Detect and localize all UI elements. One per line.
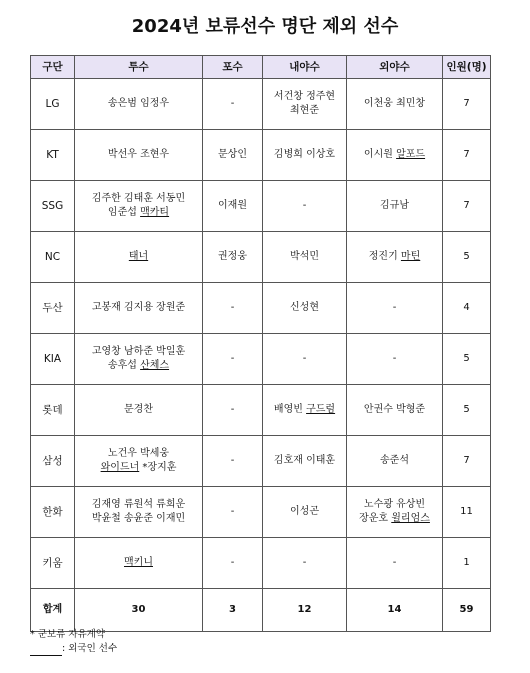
table-body [31,79,491,632]
player-name: - [302,557,307,568]
infield-cell [263,283,347,334]
outfield-cell [347,181,443,232]
player-count: 5 [443,232,491,283]
player-name: 문상인 [218,149,247,160]
catcher-cell [203,385,263,436]
player-count: 7 [443,79,491,130]
outfield-line [349,352,440,366]
table-row [31,538,491,589]
pitcher-cell [75,79,203,130]
player-name: 송은범 임정우 [107,98,170,109]
table-row [31,487,491,538]
total-label: 합계 [31,589,75,632]
pitcher-cell [75,334,203,385]
catcher-line [205,97,260,111]
infield-cell [263,232,347,283]
foreign-player-name: 맥키니 [124,557,153,568]
infield-cell [263,181,347,232]
infield-cell [263,385,347,436]
pitcher-cell [75,130,203,181]
player-name: 이천웅 최민창 [363,98,426,109]
outfield-line [349,250,440,264]
infield-line [265,556,344,570]
foreign-player-name: 윌리엄스 [391,513,430,524]
total-catcher: 3 [203,589,263,632]
player-name: 이성곤 [290,506,319,517]
player-name: 최현준 [290,105,319,116]
pitcher-line [77,498,200,512]
pitcher-cell [75,232,203,283]
infield-cell [263,130,347,181]
pitcher-line [77,345,200,359]
catcher-cell [203,487,263,538]
player-name: - [302,200,307,211]
outfield-line [349,301,440,315]
header-catcher: 포수 [203,56,263,79]
team-name: 두산 [31,283,75,334]
infield-cell [263,79,347,130]
outfield-line [349,403,440,417]
player-name: 박선우 조현우 [107,149,170,160]
player-name: 김병희 이상호 [273,149,336,160]
player-count: 7 [443,130,491,181]
catcher-line [205,454,260,468]
player-name: 김호재 이태훈 [273,455,336,466]
catcher-line [205,301,260,315]
outfield-line [349,97,440,111]
outfield-line [349,199,440,213]
total-pitcher: 30 [75,589,203,632]
outfield-cell [347,79,443,130]
table-row [31,181,491,232]
pitcher-cell [75,385,203,436]
foreign-player-name: 알포드 [396,149,426,160]
pitcher-line [77,359,200,373]
infield-line [265,90,344,104]
infield-line [265,454,344,468]
player-count: 7 [443,181,491,232]
pitcher-line [77,192,200,206]
outfield-line [349,454,440,468]
player-name: 배영빈 [273,404,307,415]
player-name: - [392,353,397,364]
catcher-cell [203,130,263,181]
footnote-foreign [30,642,117,656]
table-row [31,436,491,487]
player-name: - [302,353,307,364]
player-name: - [392,302,397,313]
catcher-line [205,403,260,417]
page-title: 2024년 보류선수 명단 제외 선수 [131,16,399,37]
total-infield: 12 [263,589,347,632]
player-name: 송준석 [380,455,409,466]
infield-line [265,505,344,519]
team-name: 키움 [31,538,75,589]
table-row [31,79,491,130]
roster-table [30,55,491,632]
pitcher-line [77,447,200,461]
catcher-cell [203,232,263,283]
team-name: NC [31,232,75,283]
footnotes [30,628,117,656]
catcher-cell [203,334,263,385]
infield-line [265,148,344,162]
player-name: 노수광 유상빈 [363,499,426,510]
table-row [31,232,491,283]
player-name: - [392,557,397,568]
player-name: - [230,98,235,109]
player-name: 서건창 정주현 [273,91,336,102]
team-name: 삼성 [31,436,75,487]
player-name: 정진기 [368,251,401,262]
table-row [31,334,491,385]
catcher-cell [203,181,263,232]
pitcher-line [77,512,200,526]
team-name: SSG [31,181,75,232]
player-name: 문경찬 [124,404,153,415]
player-count: 1 [443,538,491,589]
player-name: 권정웅 [218,251,247,262]
team-name: LG [31,79,75,130]
header-infield: 내야수 [263,56,347,79]
pitcher-cell [75,436,203,487]
pitcher-cell [75,283,203,334]
outfield-cell [347,436,443,487]
player-count: 5 [443,385,491,436]
header-team: 구단 [31,56,75,79]
catcher-cell [203,283,263,334]
table-row [31,130,491,181]
player-name: - [230,404,235,415]
catcher-line [205,199,260,213]
catcher-line [205,250,260,264]
player-name: 장운호 [359,513,392,524]
header-row [31,56,491,79]
catcher-line [205,505,260,519]
infield-cell [263,334,347,385]
pitcher-line [77,556,200,570]
outfield-cell [347,232,443,283]
infield-line [265,301,344,315]
player-name: 김재영 류원석 류희운 [91,499,186,510]
catcher-cell [203,436,263,487]
infield-line [265,104,344,118]
foreign-player-name: 태너 [128,251,149,262]
infield-line [265,250,344,264]
catcher-cell [203,538,263,589]
total-outfield: 14 [347,589,443,632]
pitcher-cell [75,538,203,589]
player-name: - [230,557,235,568]
footnote-foreign-text: : 외국인 선수 [62,643,118,654]
player-name: 임준섭 [107,207,141,218]
player-count: 7 [443,436,491,487]
player-name: 고봉재 김지용 장원준 [91,302,186,313]
player-name: 김규남 [380,200,409,211]
team-name: KT [31,130,75,181]
pitcher-cell [75,181,203,232]
outfield-cell [347,334,443,385]
player-name: *장지훈 [139,462,177,473]
player-name: 송후섭 [107,360,141,371]
catcher-line [205,148,260,162]
player-name: 신성현 [290,302,319,313]
pitcher-line [77,148,200,162]
footnote-military: * 군보류 자유계약 [30,629,106,640]
catcher-cell [203,79,263,130]
player-name: 고영창 남하준 박일훈 [91,346,186,357]
pitcher-line [77,97,200,111]
outfield-cell [347,283,443,334]
player-name: 박윤철 송윤준 이재민 [91,513,186,524]
outfield-cell [347,130,443,181]
infield-cell [263,487,347,538]
outfield-cell [347,538,443,589]
player-name: - [230,302,235,313]
player-name: 김주한 김태훈 서동민 [91,193,186,204]
total-row [31,589,491,632]
pitcher-line [77,461,200,475]
header-outfield: 외야수 [347,56,443,79]
team-name: KIA [31,334,75,385]
player-name: 이시원 [363,149,397,160]
header-pitcher: 투수 [75,56,203,79]
infield-line [265,352,344,366]
foreign-player-name: 산체스 [140,360,170,371]
pitcher-line [77,301,200,315]
pitcher-line [77,206,200,220]
player-count: 4 [443,283,491,334]
player-name: - [230,506,235,517]
pitcher-line [77,250,200,264]
outfield-cell [347,487,443,538]
header-count: 인원(명) [443,56,491,79]
infield-line [265,199,344,213]
outfield-line [349,498,440,512]
foreign-player-name: 구드럼 [306,404,336,415]
player-name: - [230,353,235,364]
pitcher-cell [75,487,203,538]
player-count: 11 [443,487,491,538]
infield-cell [263,436,347,487]
infield-cell [263,538,347,589]
player-count: 5 [443,334,491,385]
foreign-player-name: 마틴 [400,251,421,262]
player-name: 안권수 박형준 [363,404,426,415]
table-row [31,385,491,436]
underline-sample [30,645,62,656]
infield-line [265,403,344,417]
team-name: 롯데 [31,385,75,436]
player-name: 이재원 [218,200,247,211]
outfield-line [349,556,440,570]
outfield-line [349,148,440,162]
catcher-line [205,352,260,366]
player-name: - [230,455,235,466]
pitcher-line [77,403,200,417]
total-count: 59 [443,589,491,632]
player-name: 노건우 박세웅 [107,448,170,459]
catcher-line [205,556,260,570]
team-name: 한화 [31,487,75,538]
outfield-line [349,512,440,526]
outfield-cell [347,385,443,436]
foreign-player-name: 맥카티 [140,207,170,218]
player-name: 박석민 [290,251,319,262]
table-row [31,283,491,334]
foreign-player-name: 와이드너 [100,462,140,473]
